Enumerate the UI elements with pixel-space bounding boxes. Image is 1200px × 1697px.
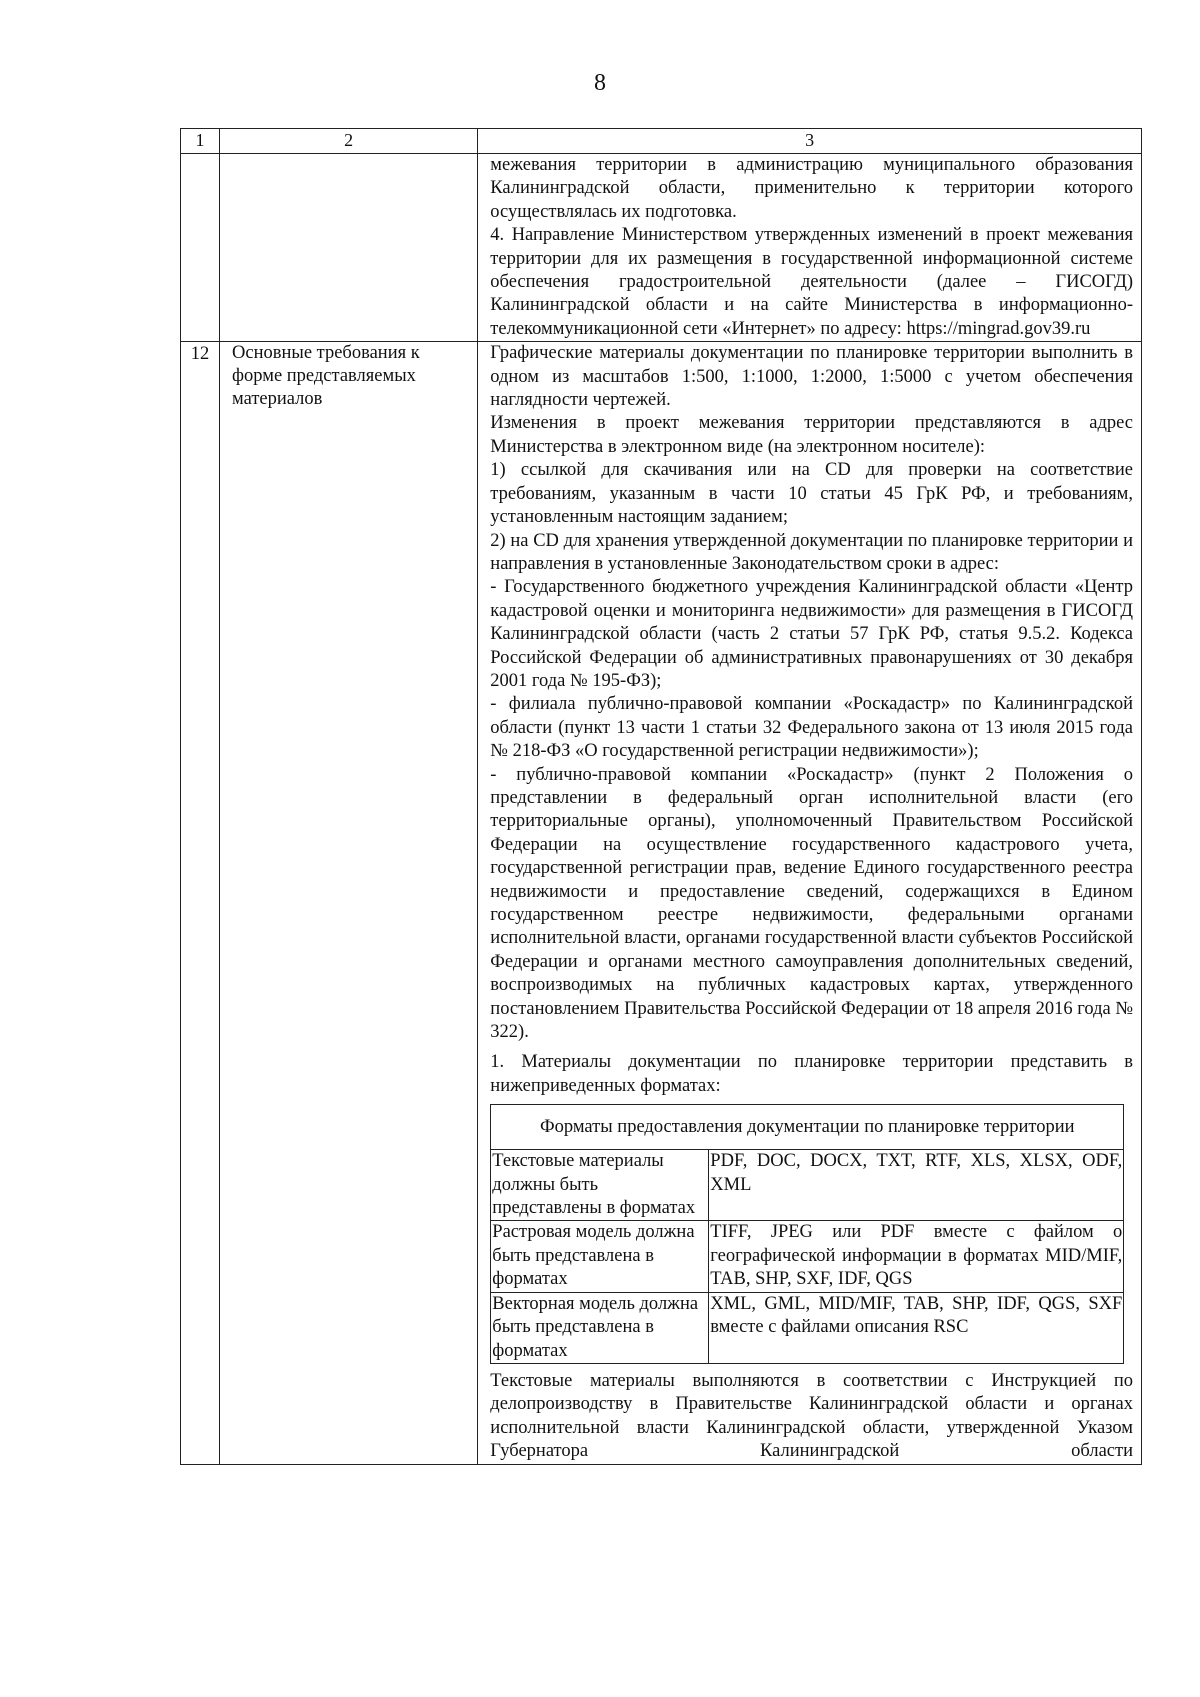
- row-content: [478, 342, 1142, 1464]
- formats-table-title: Форматы предоставления документации по планировке территории: [491, 1105, 1124, 1150]
- paragraph: межевания территории в администрацию муниципального образования Калининградской области, применительно к территории которого осуществлялась их подготовка.: [490, 155, 1133, 222]
- paragraph: Графические материалы документации по планировке территории выполнить в одном из масштабов 1:500, 1:1000, 1:2000, 1:5000 с учетом обеспечения наглядности чертежей.: [490, 343, 1133, 411]
- formats-table: [490, 1104, 1124, 1364]
- formats-row: [491, 1292, 1124, 1363]
- paragraph: 4. Направление Министерством утвержденных изменений в проект межевания территории для их размещения в государственной информационной системе обеспечения градостроительной деятельности (далее – ГИСОГД) Калининградской области и на сайте Министерства в информационно-телекоммуникационной сети «Интернет» по адресу: https://mingrad.gov39.ru: [490, 225, 1133, 339]
- row-number-cell: [181, 154, 220, 342]
- requirements-table: [180, 128, 1142, 1465]
- paragraph: Изменения в проект межевания территории представляются в адрес Министерства в электронном виде (на электронном носителе):: [490, 413, 1133, 457]
- column-number-row: [181, 129, 1142, 154]
- formats-row: [491, 1150, 1124, 1221]
- column-header-3: 3: [478, 129, 1142, 154]
- formats-label: Векторная модель должна быть представлена в форматах: [491, 1292, 709, 1363]
- paragraph: - публично-правовой компании «Роскадастр» (пункт 2 Положения о представлении в федеральный орган исполнительной власти (его территориальные органы), уполномоченный Правительством Российской Федерации на осуществление государственного кадастрового учета, государственной регистрации прав, ведение Единого государственного реестра недвижимости и предоставление сведений, содержащихся в Едином государственном реестре недвижимости, федеральными органами исполнительной власти, органами государственной власти субъектов Российской Федерации и органами местного самоуправления дополнительных сведений, воспроизводимых на публичных кадастровых картах, утвержденного постановлением Правительства Российской Федерации от 18 апреля 2016 года № 322).: [490, 764, 1133, 1043]
- formats-value: TIFF, JPEG или PDF вместе с файлом о географической информации в форматах MID/MIF, TAB, SHP, SXF, IDF, QGS: [709, 1221, 1124, 1292]
- formats-label: Текстовые материалы должны быть представлены в форматах: [491, 1150, 709, 1221]
- paragraph: - Государственного бюджетного учреждения Калининградской области «Центр кадастровой оценки и мониторинга недвижимости» для размещения в ГИСОГД Калининградской области (часть 2 статьи 57 ГрК РФ, статья 9.5.2. Кодекса Российской Федерации об административных правонарушениях от 30 декабря 2001 года № 195-ФЗ);: [490, 577, 1133, 691]
- formats-intro: 1. Материалы документации по планировке территории представить в нижеприведенных форматах:: [490, 1052, 1133, 1096]
- column-header-2: 2: [220, 129, 478, 154]
- formats-label: Растровая модель должна быть представлена в форматах: [491, 1221, 709, 1292]
- paragraph: 2) на CD для хранения утвержденной документации по планировке территории и направления в установленные Законодательством сроки в адрес:: [490, 530, 1133, 574]
- row-name-cell: [220, 154, 478, 342]
- formats-value: XML, GML, MID/MIF, TAB, SHP, IDF, QGS, SXF вместе с файлами описания RSC: [709, 1292, 1124, 1363]
- table-row-12: [181, 342, 1142, 1464]
- column-header-1: 1: [181, 129, 220, 154]
- row-name: Основные требования к форме представляемых материалов: [220, 342, 478, 1464]
- table-row-continued: [181, 154, 1142, 342]
- row-content-cell: [478, 154, 1142, 342]
- page-number: 8: [594, 70, 606, 96]
- formats-row: [491, 1221, 1124, 1292]
- row-number: 12: [181, 342, 220, 1464]
- closing-paragraph: Текстовые материалы выполняются в соответствии с Инструкцией по делопроизводству в Правительстве Калининградской области и органах исполнительной власти Калининградской области, утвержденной Указом Губернатора Калининградской области: [490, 1370, 1133, 1462]
- paragraph: 1) ссылкой для скачивания или на CD для проверки на соответствие требованиям, указанным в части 10 статьи 45 ГрК РФ, и требованиям, установленным настоящим заданием;: [490, 460, 1133, 528]
- paragraph: - филиала публично-правовой компании «Роскадастр» по Калининградской области (пункт 13 части 1 статьи 32 Федерального закона от 13 июля 2015 года № 218-ФЗ «О государственной регистрации недвижимости»);: [490, 694, 1133, 762]
- formats-value: PDF, DOC, DOCX, TXT, RTF, XLS, XLSX, ODF, XML: [709, 1150, 1124, 1221]
